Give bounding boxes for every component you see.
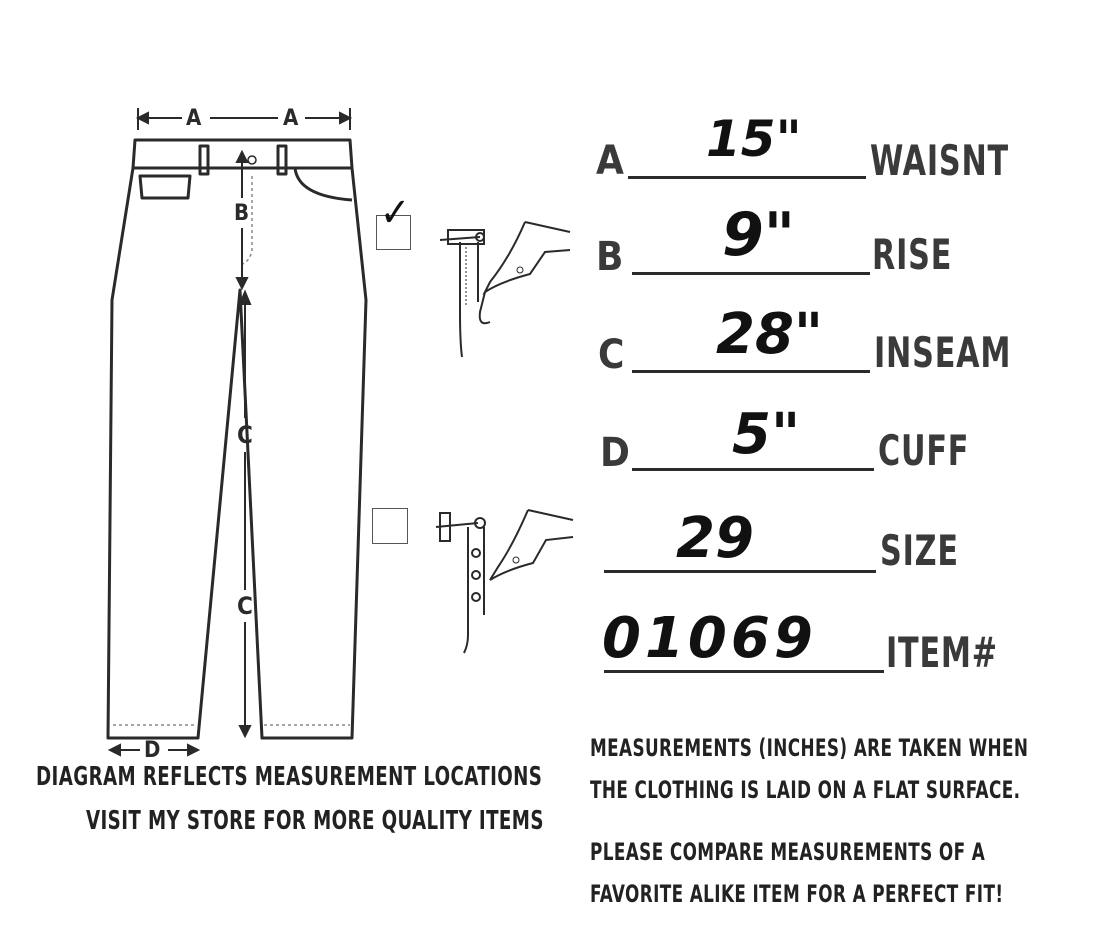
note-line-4: FAVORITE ALIKE ITEM FOR A PERFECT FIT!: [590, 880, 1004, 908]
row-line: [632, 468, 874, 471]
row-letter: C: [598, 332, 626, 378]
row-line: [632, 272, 870, 275]
marker-b: B: [234, 201, 250, 226]
zipper-fly-icon: [430, 212, 580, 362]
marker-c-upper: C: [237, 421, 253, 449]
row-label: CUFF: [878, 426, 970, 475]
row-value: 01069: [602, 606, 817, 671]
row-value: 28": [716, 302, 824, 367]
row-label: WAISNT: [870, 136, 1009, 185]
button-fly-icon: [428, 505, 578, 655]
button-fly-checkbox[interactable]: [372, 508, 408, 544]
row-line: [632, 370, 870, 373]
note-line-3: PLEASE COMPARE MEASUREMENTS OF A: [590, 838, 986, 866]
row-value: 15": [706, 110, 802, 168]
marker-d: D: [144, 738, 161, 763]
row-value: 29: [676, 506, 754, 571]
marker-c-lower: C: [237, 592, 253, 620]
row-label: ITEM#: [886, 628, 998, 677]
row-value: 5": [732, 402, 801, 467]
row-letter: D: [600, 430, 631, 476]
marker-a-right: A: [283, 106, 299, 131]
check-mark-icon: ✓: [380, 190, 411, 236]
row-line: [628, 176, 866, 179]
row-letter: A: [596, 138, 625, 184]
note-line-1: MEASUREMENTS (INCHES) ARE TAKEN WHEN: [590, 734, 1029, 762]
caption-store: VISIT MY STORE FOR MORE QUALITY ITEMS: [86, 806, 544, 836]
note-line-2: THE CLOTHING IS LAID ON A FLAT SURFACE.: [590, 776, 1021, 804]
row-label: SIZE: [880, 526, 959, 575]
row-letter: B: [596, 234, 625, 280]
marker-a-left: A: [186, 106, 202, 131]
pants-diagram: [0, 0, 600, 780]
row-label: RISE: [872, 230, 953, 279]
row-label: INSEAM: [874, 328, 1012, 377]
caption-diagram: DIAGRAM REFLECTS MEASUREMENT LOCATIONS: [36, 762, 543, 792]
row-value: 9": [722, 200, 796, 270]
